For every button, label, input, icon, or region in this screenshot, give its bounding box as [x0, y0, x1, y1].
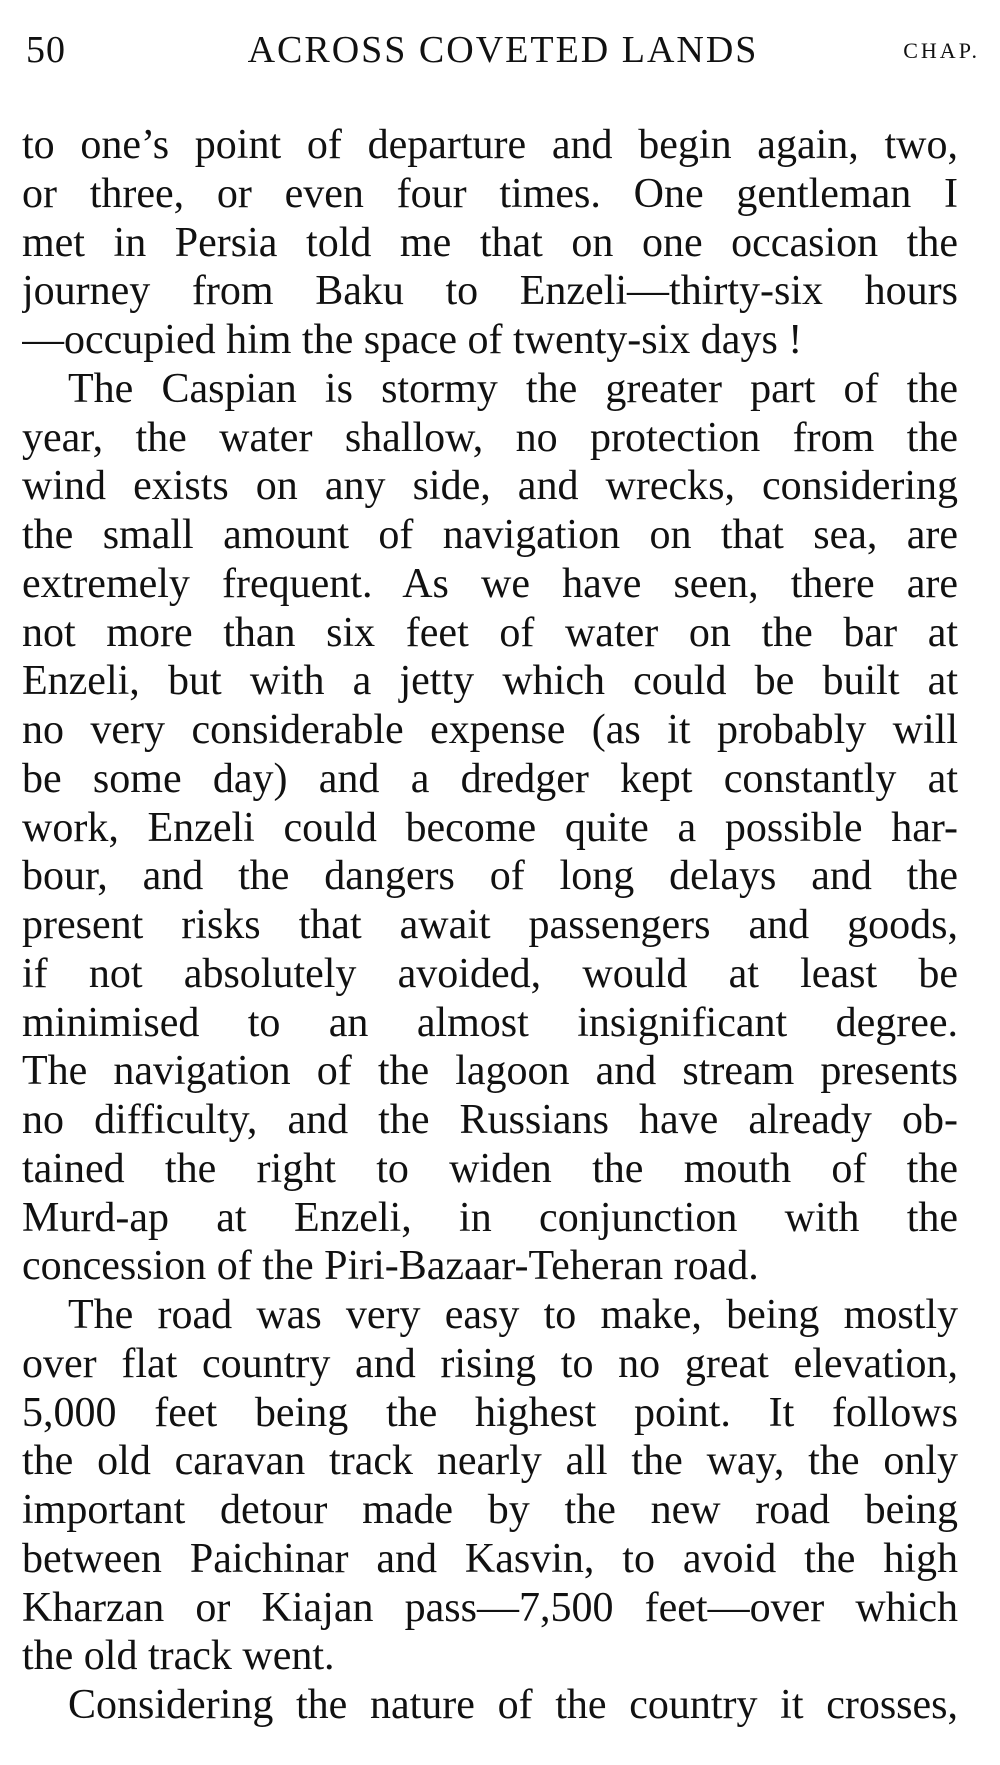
paragraph-first-line: Considering the nature of the country it crosses, [68, 1682, 958, 1728]
text-line: not more than six feet of water on the bar at [22, 609, 958, 656]
text-line: minimised to an almost insignificant degree. [22, 999, 958, 1046]
page-number: 50 [26, 29, 66, 71]
text-line: present risks that await passengers and goods, [22, 902, 958, 948]
paragraph-last-line: concession of the Piri-Bazaar-Teheran road. [22, 1243, 759, 1290]
text-line: bour, and the dangers of long delays and the [22, 853, 958, 900]
paragraph-first-line: The Caspian is stormy the greater part of the [68, 365, 958, 412]
text-line: important detour made by the new road being [22, 1487, 958, 1533]
text-line: be some day) and a dredger kept constantly at [22, 755, 958, 802]
text-line: journey from Baku to Enzeli—thirty-six hours [22, 268, 958, 315]
text-line: Kharzan or Kiajan pass—7,500 feet—over which [22, 1584, 958, 1631]
text-line: between Paichinar and Kasvin, to avoid the high [22, 1535, 958, 1582]
text-line: Murd-ap at Enzeli, in conjunction with the [22, 1194, 958, 1241]
paragraph-last-line: —occupied him the space of twenty-six days ! [22, 317, 803, 363]
paragraph-first-line: The road was very easy to make, being mostly [68, 1292, 958, 1338]
text-line: to one’s point of departure and begin again, two, [22, 122, 958, 168]
running-title: ACROSS COVETED LANDS [247, 29, 759, 71]
text-line: 5,000 feet being the highest point. It follows [22, 1389, 958, 1436]
text-line: met in Persia told me that on one occasion the [22, 219, 958, 266]
text-line: extremely frequent. As we have seen, there are [22, 560, 958, 607]
page-header [26, 28, 980, 88]
text-line: if not absolutely avoided, would at least be [22, 950, 958, 997]
text-line: over flat country and rising to no great elevation, [22, 1340, 958, 1387]
text-line: no difficulty, and the Russians have already ob- [22, 1097, 958, 1143]
body-text [22, 121, 958, 1730]
text-line: the small amount of navigation on that sea, are [22, 512, 958, 558]
text-line: year, the water shallow, no protection from the [22, 414, 958, 461]
text-line: no very considerable expense (as it probably will [22, 707, 958, 753]
text-line: work, Enzeli could become quite a possible har- [22, 804, 958, 851]
chapter-label: CHAP. [903, 38, 980, 63]
paragraph-last-line: the old track went. [22, 1633, 335, 1680]
text-line: or three, or even four times. One gentleman I [22, 170, 958, 217]
text-line: wind exists on any side, and wrecks, considering [22, 463, 958, 510]
text-line: Enzeli, but with a jetty which could be built at [22, 658, 958, 705]
text-line: the old caravan track nearly all the way, the only [22, 1438, 958, 1485]
text-line: The navigation of the lagoon and stream presents [22, 1048, 958, 1095]
text-line: tained the right to widen the mouth of the [22, 1145, 958, 1192]
